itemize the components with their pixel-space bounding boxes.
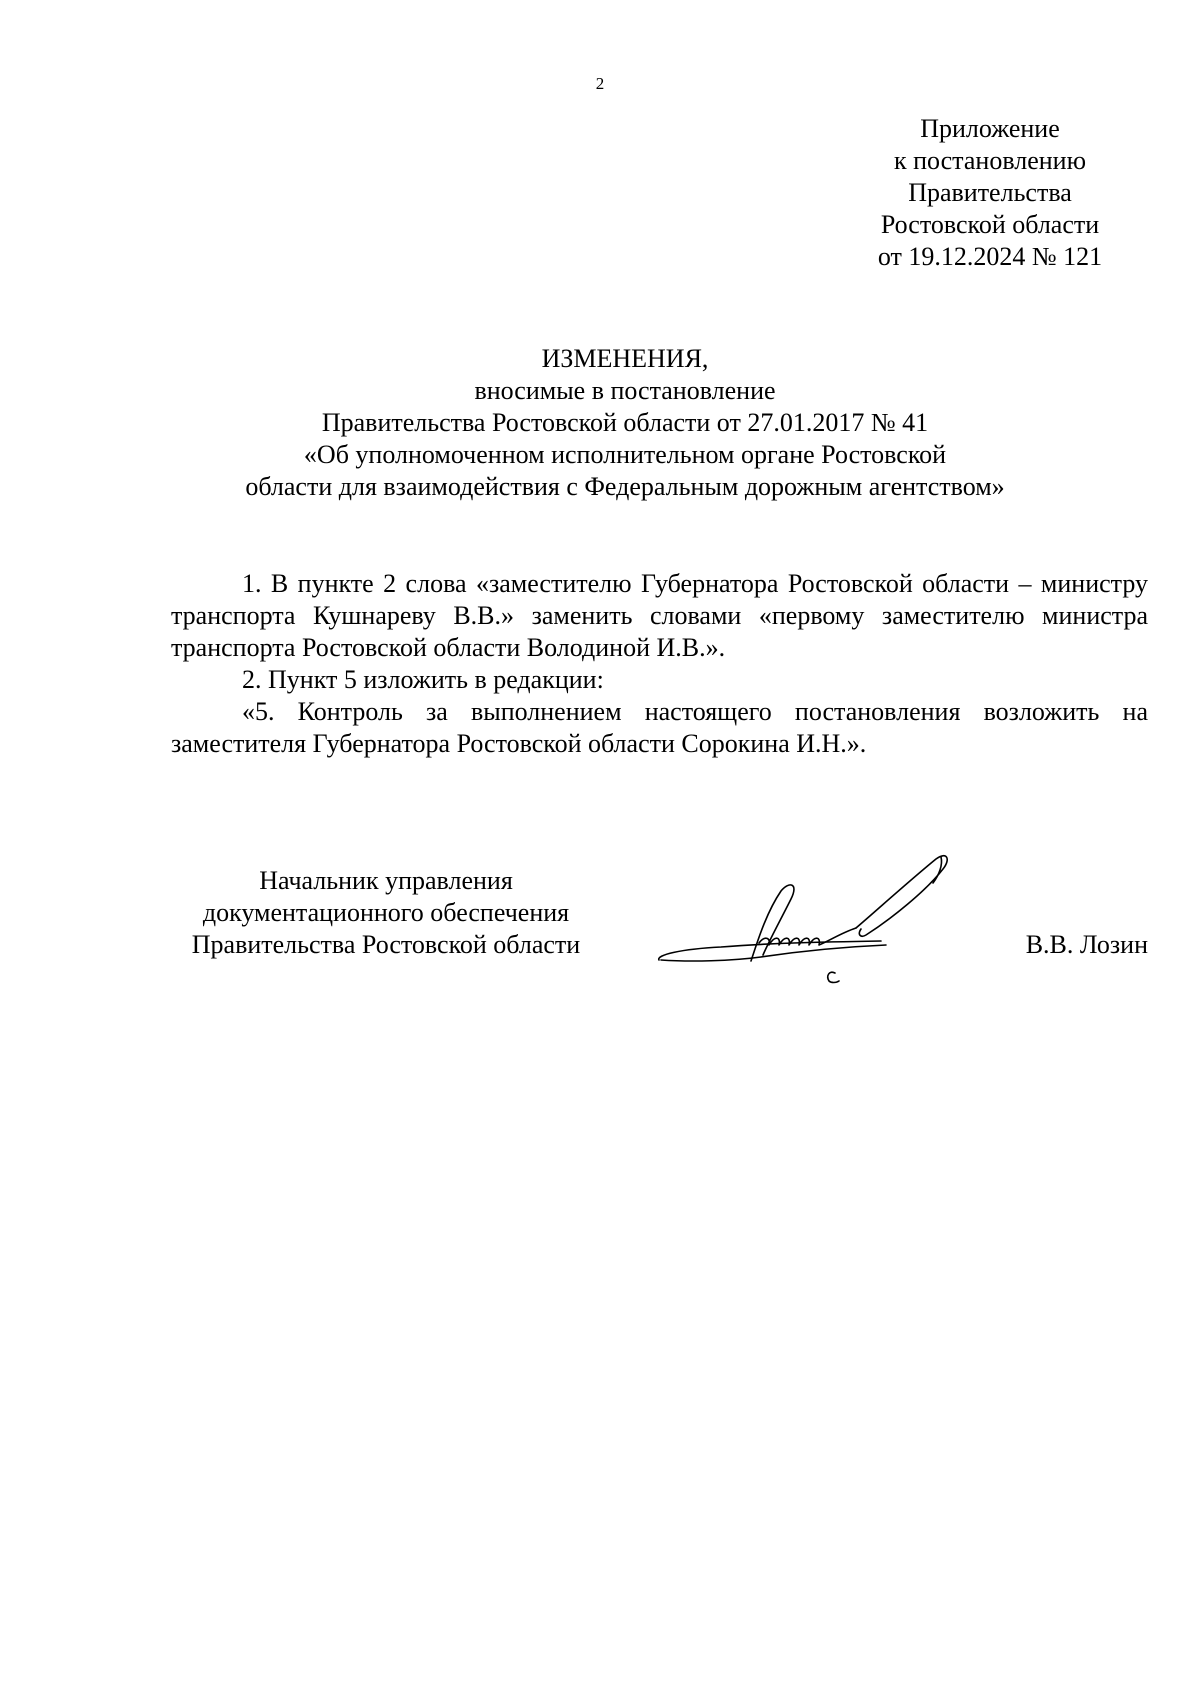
appendix-line: Ростовской области	[880, 210, 1100, 239]
appendix-line: к постановлению	[893, 146, 1087, 175]
appendix-line: от 19.12.2024 № 121	[877, 242, 1103, 271]
signatory-position-line: Начальник управления	[259, 866, 513, 895]
document-body	[171, 568, 1148, 760]
paragraph: 2. Пункт 5 изложить в редакции:	[242, 665, 604, 694]
appendix-line: Правительства	[908, 178, 1072, 207]
signature-block	[171, 865, 1148, 995]
title-heading: ИЗМЕНЕНИЯ,	[541, 344, 709, 373]
paragraph: «5. Контроль за выполнением настоящего постановления возложить на заместителя Губернатора Ростовской области Сорокина И.Н.».	[171, 697, 1148, 758]
title-line: Правительства Ростовской области от 27.01.2017 № 41	[321, 408, 929, 437]
signatory-position	[171, 865, 601, 961]
signatory-position-line: документационного обеспечения	[202, 898, 570, 927]
appendix-header	[820, 113, 1160, 273]
signatory-position-line: Правительства Ростовской области	[191, 930, 581, 959]
page-number: 2	[595, 74, 605, 93]
appendix-line: Приложение	[920, 114, 1060, 143]
title-line: области для взаимодействия с Федеральным дорожным агентством»	[245, 472, 1005, 501]
title-line: вносимые в постановление	[474, 376, 776, 405]
handwritten-signature	[651, 843, 971, 993]
signatory-name: В.В. Лозин	[1025, 930, 1148, 959]
title-line: «Об уполномоченном исполнительном органе Ростовской	[303, 440, 947, 469]
document-title	[200, 343, 1050, 503]
paragraph: 1. В пункте 2 слова «заместителю Губернатора Ростовской области – министру транспорта Кушнареву В.В.» заменить словами «первому заместителю министра транспорта Ростовской области Володиной И.В.».	[171, 569, 1148, 662]
